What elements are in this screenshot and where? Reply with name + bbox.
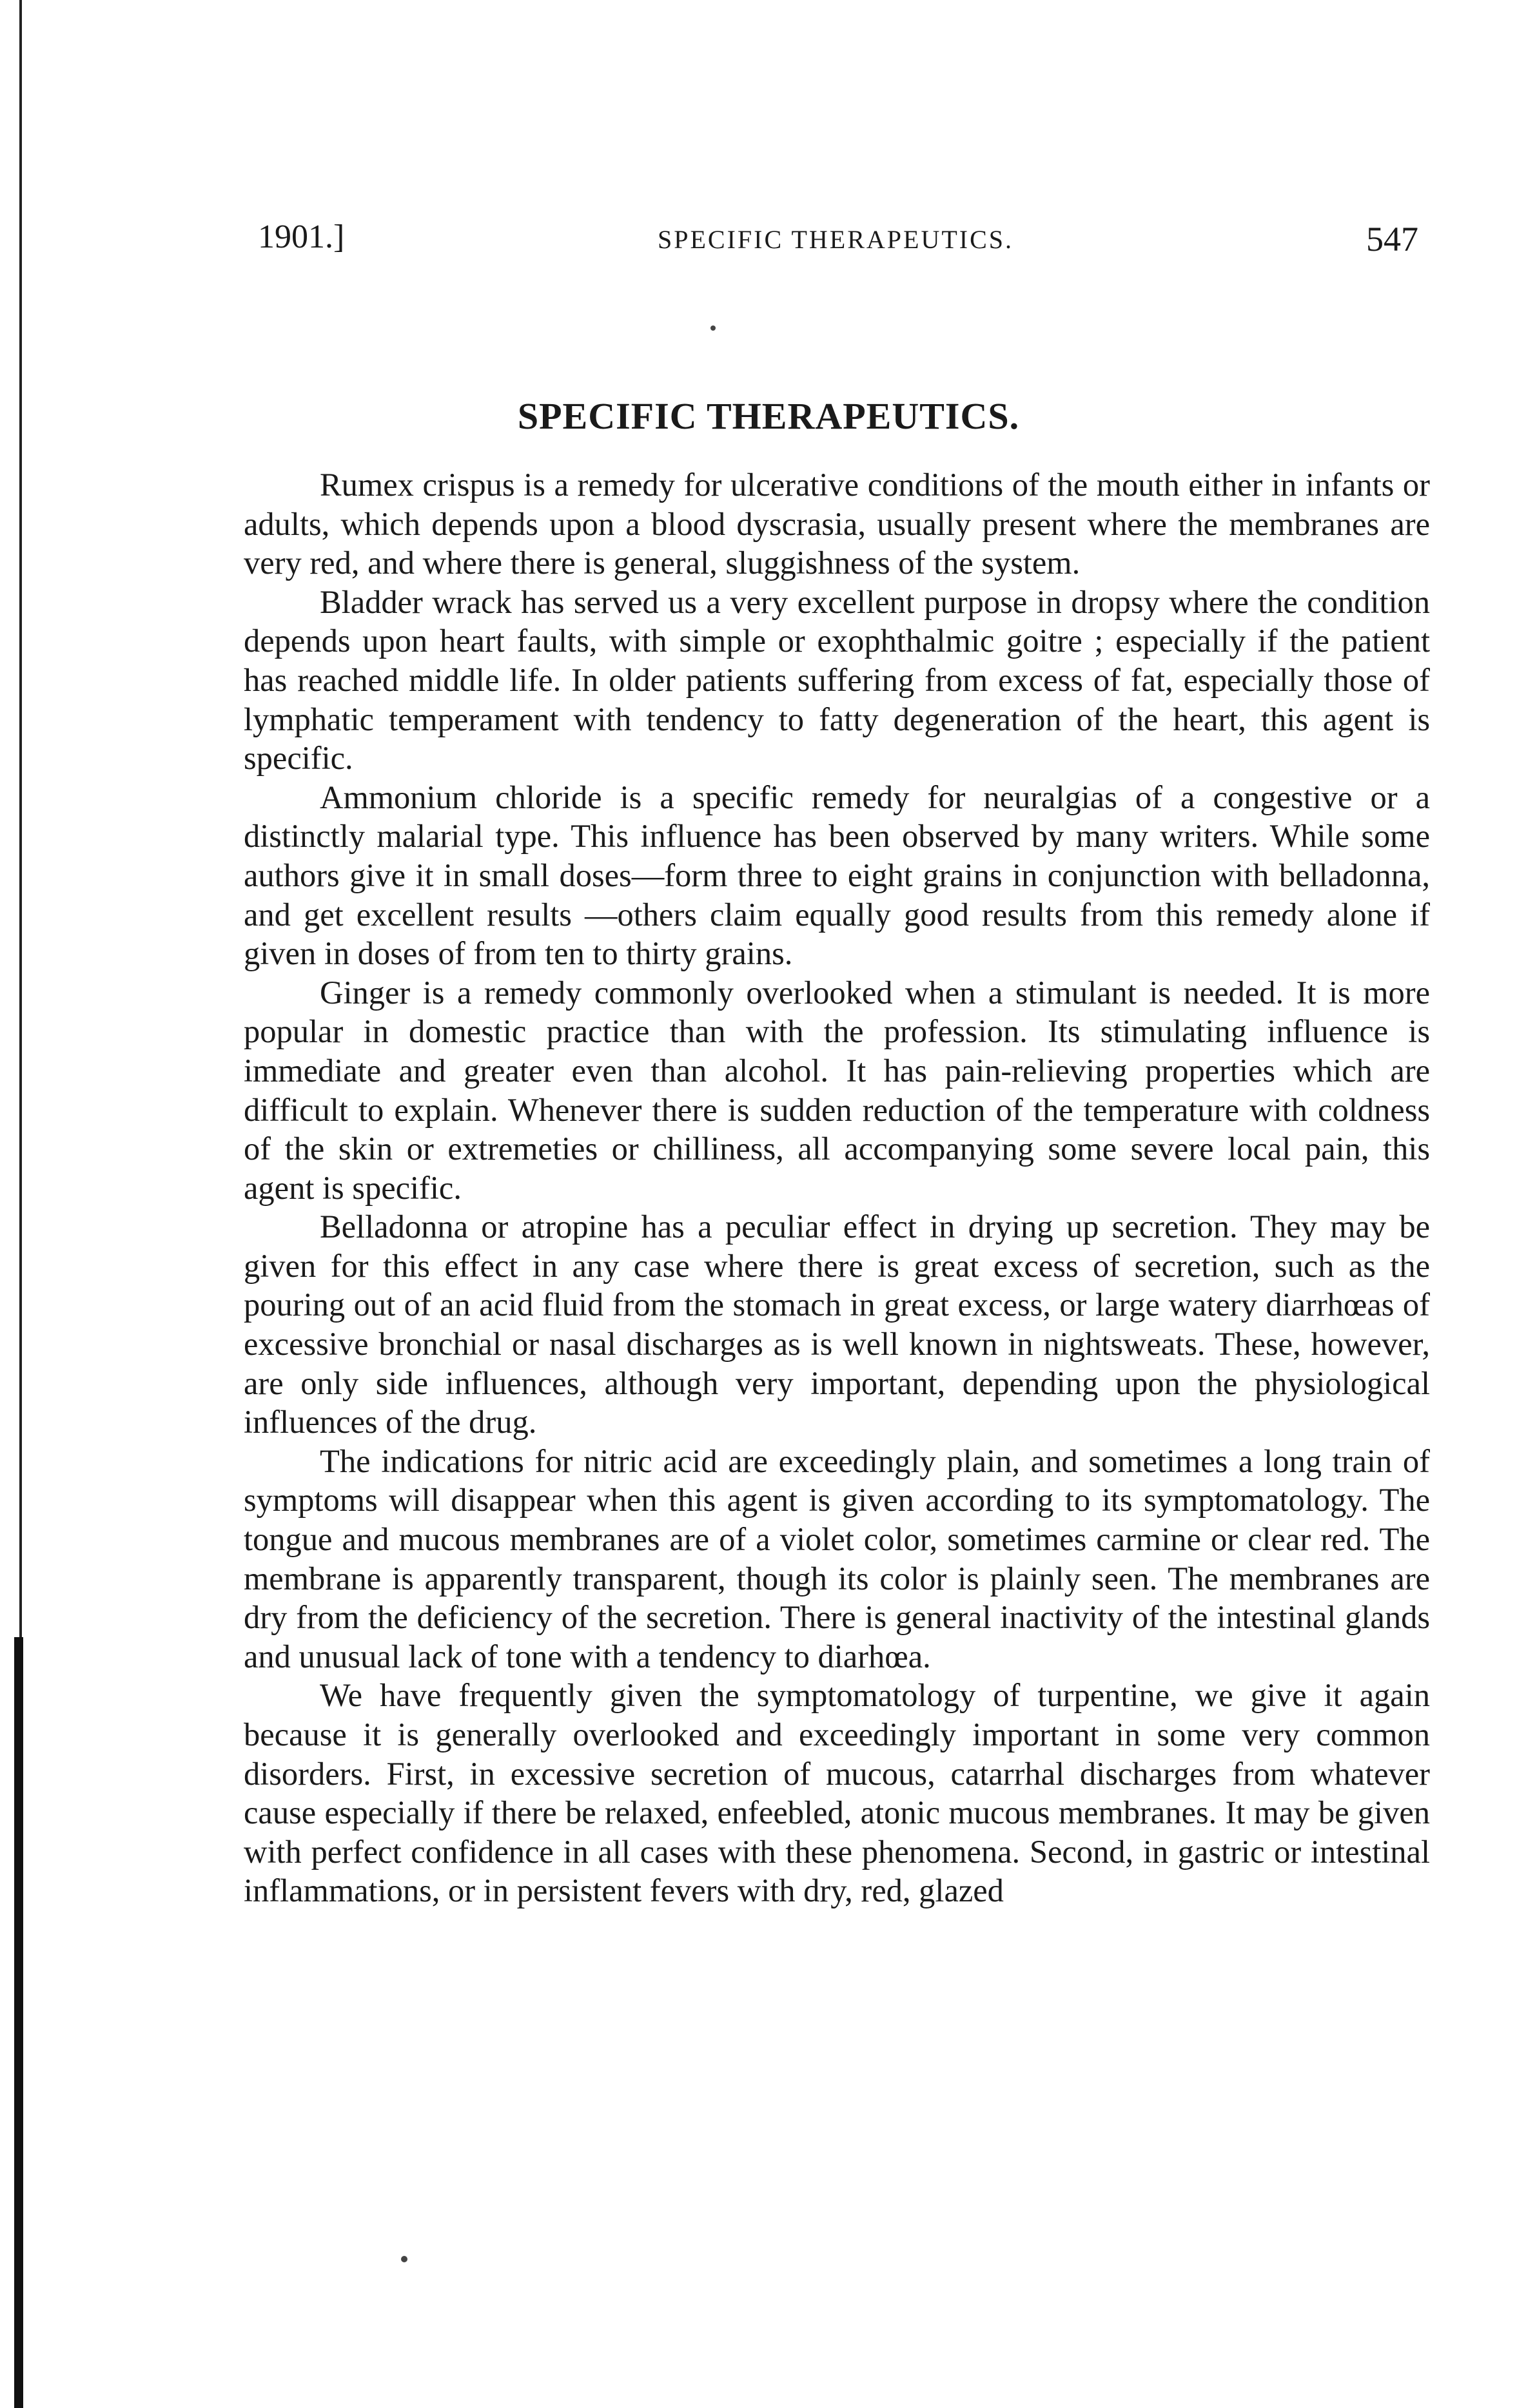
page-number: 547 (1366, 220, 1418, 258)
ink-speck (401, 2256, 407, 2262)
paragraph-ginger: Ginger is a remedy commonly overlooked when a stimulant is needed. It is more popular in domestic practice than with the profession. Its stimulating influence is immediate and greater even than alcohol. It has pain-relieving properties which are difficult to explain. Whenever there is sudden reduction of the temperature with coldness of the skin or extremeties or chilliness, all accompanying some severe local pain, this agent is specific. (244, 974, 1430, 1206)
paragraph-belladonna: Belladonna or atropine has a peculiar effect in drying up secretion. They may be given for this effect in any case where there is great excess of secretion, such as the pouring out of an acid fluid from the stomach in great excess, or large watery diarrhœas of excessive bronchial or nasal discharges as is well known in nightsweats. These, however, are only side influences, although very important, depending upon the physiological influences of the drug. (244, 1209, 1430, 1441)
article-body (244, 465, 1430, 1910)
paragraph-rumex-crispus: Rumex crispus is a remedy for ulcerative conditions of the mouth either in infants or adults, which depends upon a blood dyscrasia, usually present where the membranes are very red, and where there is general, sluggishness of the system. (244, 467, 1430, 581)
paragraph-ammonium-chloride: Ammonium chloride is a specific remedy for neuralgias of a congestive or a distinctly malarial type. This influence has been observed by many writers. While some authors give it in small doses—form three to eight grains in conjunction with belladonna, and get excellent results —others claim equally good results from this remedy alone if given in doses of from ten to thirty grains. (244, 779, 1430, 972)
article-heading: SPECIFIC THERAPEUTICS. (517, 395, 1020, 437)
running-head-year: 1901.] (258, 218, 345, 255)
page-edge-shadow (14, 1637, 23, 2408)
running-head (258, 218, 1418, 263)
paragraph-turpentine: We have frequently given the symptomatology of turpentine, we give it again because it is generally overlooked and exceedingly important in some very common disorders. First, in excessive secretion of mucous, catarrhal discharges from whatever cause especially if there be relaxed, enfeebled, atonic mucous membranes. It may be given with perfect confidence in all cases with these phenomena. Second, in gastric or intestinal inflammations, or in persistent fevers with dry, red, glazed (244, 1677, 1430, 1909)
paragraph-nitric-acid: The indications for nitric acid are exceedingly plain, and sometimes a long train of symptoms will disappear when this agent is given according to its symptomatology. The tongue and mucous membranes are of a violet color, sometimes carmine or clear red. The membrane is apparently transparent, though its color is plainly seen. The membranes are dry from the deficiency of the secretion. There is general inactivity of the intestinal glands and unusual lack of tone with a tendency to diarhœa. (244, 1442, 1430, 1675)
ink-speck (710, 325, 716, 331)
running-head-title: SPECIFIC THERAPEUTICS. (658, 225, 1014, 254)
paragraph-bladder-wrack: Bladder wrack has served us a very excellent purpose in dropsy where the condition depends upon heart faults, with simple or exophthalmic goitre ; especially if the patient has reached middle life. In older patients suffering from excess of fat, especially those of lymphatic temperament with tendency to fatty degeneration of the heart, this agent is specific. (244, 583, 1430, 777)
